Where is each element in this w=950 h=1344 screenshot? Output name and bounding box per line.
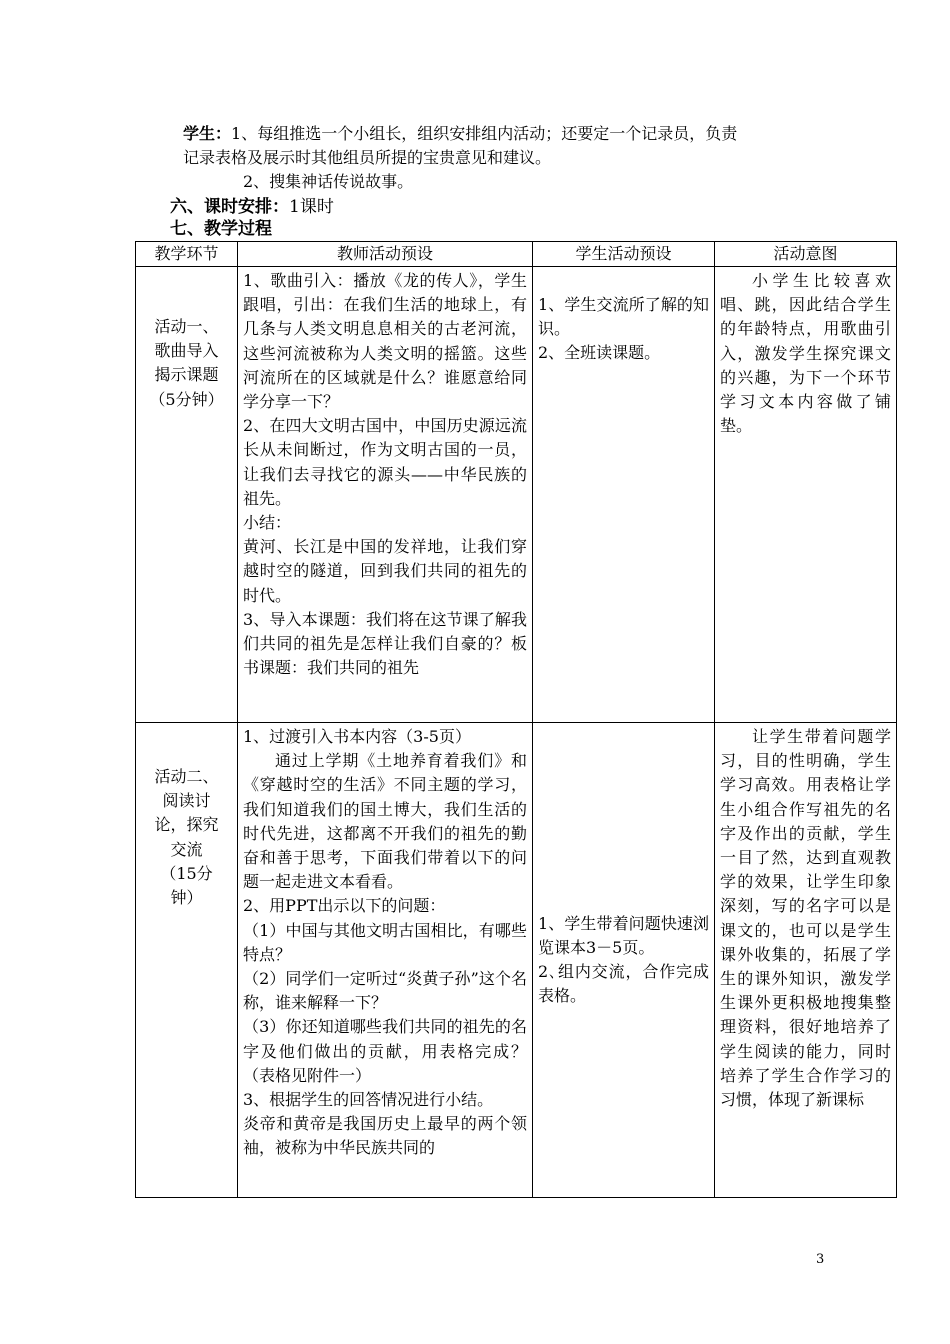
header-intent: 活动意图 — [715, 242, 897, 267]
stage-line: 交流 — [170, 839, 203, 859]
student-item-1: 1、每组推选一个小组长，组织安排组内活动；还要定一个记录员，负责 — [231, 124, 738, 143]
page-number: 3 — [816, 1252, 825, 1267]
section-6 — [170, 196, 334, 218]
student-item-2: 2、搜集神话传说故事。 — [243, 172, 414, 191]
teacher-paragraph: 炎帝和黄帝是我国历史上最早的两个领袖，被称为中华民族共同的 — [243, 1114, 527, 1158]
stage-cell — [136, 267, 238, 723]
teacher-cell — [238, 723, 533, 1198]
teacher-paragraph: 3、根据学生的回答情况进行小结。 — [243, 1090, 494, 1110]
stage-line: （15分 — [160, 863, 213, 883]
stage-line: 论，探究 — [154, 815, 219, 835]
student-item-1-cont: 记录表格及展示时其他组员所提的宝贵意见和建议。 — [183, 148, 552, 167]
teacher-cell — [238, 267, 533, 723]
table-header-row — [136, 242, 897, 267]
stage-line: （5分钟） — [149, 389, 224, 409]
teacher-paragraph: 2、在四大文明古国中，中国历史源远流长从未间断过，作为文明古国的一员，让我们去寻找它的源头——中华民族的祖先。 — [243, 416, 527, 508]
intent-cell — [715, 267, 897, 723]
table-row — [136, 723, 897, 1198]
header-student: 学生活动预设 — [533, 242, 715, 267]
stage-line: 歌曲导入 — [154, 341, 219, 361]
intent-paragraph: 小学生比较喜欢唱、跳，因此结合学生的年龄特点，用歌曲引入，激发学生探究课文的兴趣，为下一个环节学习文本内容做了铺垫。 — [720, 271, 891, 436]
teacher-paragraph: 通过上学期《土地养育着我们》和《穿越时空的生活》不同主题的学习，我们知道我们的国土博大，我们生活的时代先进，这都离不开我们的祖先的勤奋和善于思考，下面我们带着以下的问题一起走进文本看看。 — [243, 751, 527, 892]
stage-cell — [136, 723, 238, 1198]
student-paragraph: 1、学生交流所了解的知识。 — [538, 295, 709, 339]
stage-line: 钟） — [170, 888, 203, 908]
teacher-paragraph: 3、导入本课题：我们将在这节课了解我们共同的祖先是怎样让我们自豪的？板书课题：我们共同的祖先 — [243, 609, 527, 678]
teacher-paragraph: 小结： — [243, 513, 292, 533]
student-paragraph: 1、学生带着问题快速浏览课本3－5页。 — [538, 913, 709, 957]
student-label: 学生： — [183, 124, 232, 143]
intent-paragraph: 让学生带着问题学习，目的性明确，学生学习高效。用表格让学生小组合作写祖先的名字及作出的贡献，学生一目了然，达到直观教学的效果，让学生印象深刻，写的名字可以是课文的，也可以是学生课外收集的，拓展了学生的课外知识，激发学生课外更积极地搜集整理资料，很好地培养了学生阅读的能力，同时培养了学生合作学习的习惯，体现了新课标 — [720, 727, 891, 1110]
teacher-paragraph: 1、过渡引入书本内容（3-5页） — [243, 727, 471, 746]
section-6-value: 1课时 — [289, 197, 334, 217]
section-6-heading: 六、课时安排： — [170, 197, 289, 217]
stage-line: 揭示课题 — [154, 365, 219, 385]
intro-block — [183, 122, 823, 194]
student-paragraph: 2、全班读课题。 — [538, 343, 661, 363]
section-7 — [170, 218, 272, 240]
stage-line: 活动二、 — [154, 767, 219, 786]
teacher-paragraph: （2）同学们一定听过“炎黄子孙”这个名称，谁来解释一下？ — [243, 969, 527, 1013]
student-cell — [533, 723, 715, 1198]
header-stage: 教学环节 — [136, 242, 238, 267]
header-teacher: 教师活动预设 — [238, 242, 533, 267]
teacher-paragraph: 1、歌曲引入：播放《龙的传人》，学生跟唱，引出：在我们生活的地球上，有几条与人类文明息息相关的古老河流，这些河流被称为人类文明的摇篮。这些河流所在的区域就是什么？谁愿意给同学分享一下？ — [243, 271, 527, 412]
teacher-paragraph: 黄河、长江是中国的发祥地，让我们穿越时空的隧道，回到我们共同的祖先的时代。 — [243, 537, 527, 605]
teacher-paragraph: （3）你还知道哪些我们共同的祖先的名字及他们做出的贡献，用表格完成？（表格见附件一） — [243, 1017, 527, 1085]
student-cell — [533, 267, 715, 723]
stage-line: 活动一、 — [154, 317, 219, 336]
stage-line: 阅读讨 — [162, 791, 211, 811]
section-7-heading: 七、教学过程 — [170, 219, 272, 239]
teacher-paragraph: （1）中国与其他文明古国相比，有哪些特点？ — [243, 920, 527, 964]
intent-cell — [715, 723, 897, 1198]
teaching-process-table — [135, 241, 897, 1198]
teacher-paragraph: 2、用PPT出示以下的问题： — [243, 896, 446, 916]
table-row — [136, 267, 897, 723]
student-paragraph: 2､组内交流，合作完成表格。 — [538, 962, 709, 1006]
